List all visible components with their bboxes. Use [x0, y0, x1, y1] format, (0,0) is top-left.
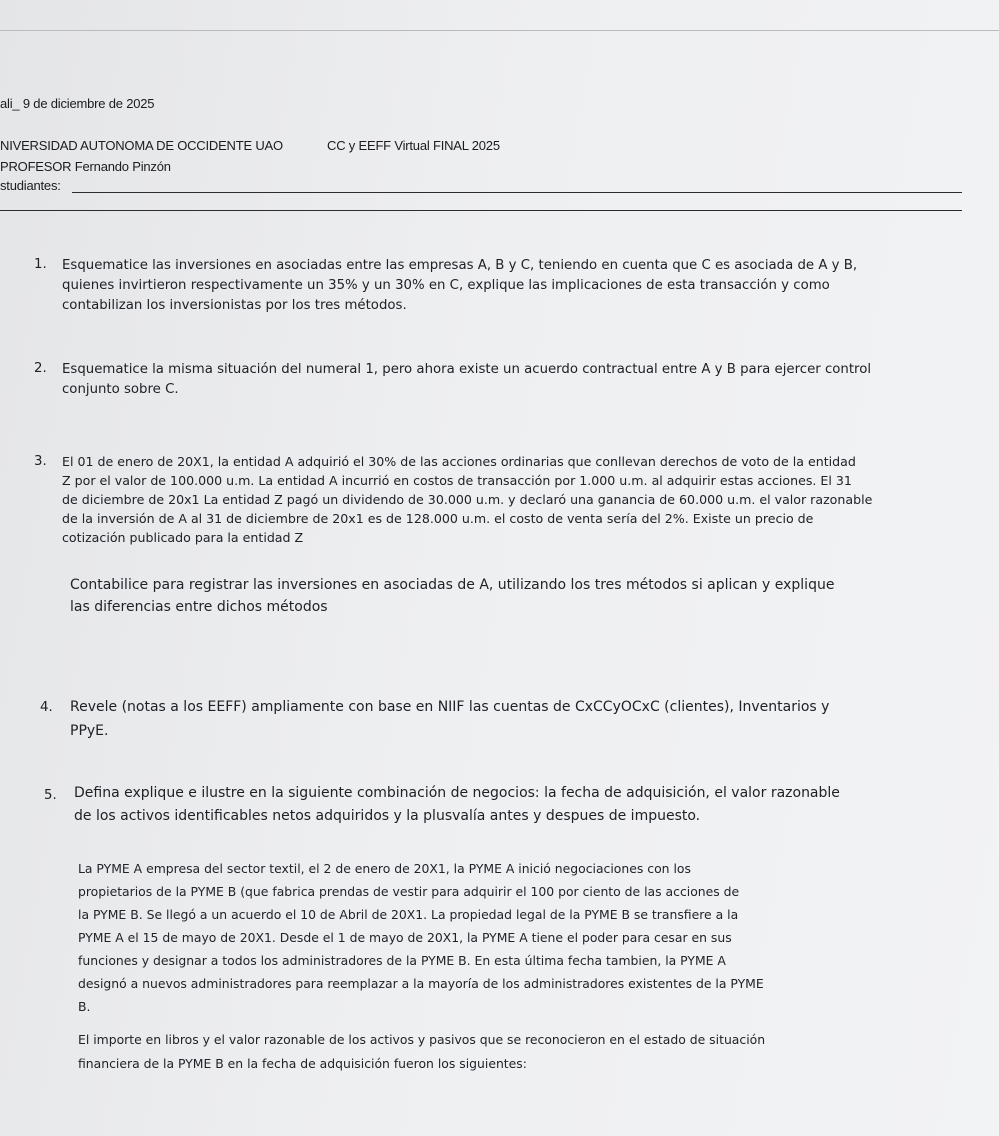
university-line: NIVERSIDAD AUTONOMA DE OCCIDENTE UAO — [0, 138, 283, 153]
case-line: B. — [78, 999, 91, 1014]
case-line: propietarios de la PYME B (que fabrica prendas de vestir para adquirir el 100 por ciento de las acciones de — [78, 884, 740, 899]
question-1-line: Esquematice las inversiones en asociadas entre las empresas A, B y C, teniendo en cuenta que C es asociada de A y B, — [62, 258, 858, 273]
question-3-line: cotización publicado para la entidad Z — [62, 530, 304, 545]
question-1-line: quienes invirtieron respectivamente un 35% y un 30% en C, explique las implicaciones de esta transacción y como — [62, 278, 830, 293]
question-1-number: 1. — [34, 257, 47, 272]
page-edge-line — [0, 30, 999, 31]
question-1 — [62, 256, 967, 316]
students-label: studiantes: — [0, 178, 61, 193]
question-5-line: de los activos identificables netos adquiridos y la plusvalía antes y despues de impuesto. — [74, 808, 701, 824]
question-3-line: de diciembre de 20x1 La entidad Z pagó un dividendo de 30.000 u.m. y declaró una ganancia de 60.000 u.m. el valor razonable — [62, 492, 873, 507]
case-line: la PYME B. Se llegó a un acuerdo el 10 de Abril de 20X1. La propiedad legal de la PYME B se transfiere a la — [78, 907, 739, 922]
case-paragraph-2 — [78, 1028, 978, 1076]
question-3-line: Z por el valor de 100.000 u.m. La entidad A incurrió en costos de transacción por 1.000 u.m. al adquirir estas acciones. El 31 — [62, 473, 852, 488]
question-3-line: El 01 de enero de 20X1, la entidad A adquirió el 30% de las acciones ordinarias que conllevan derechos de voto de la entidad — [62, 454, 856, 469]
question-5-line: Defina explique e ilustre en la siguiente combinación de negocios: la fecha de adquisición, el valor razonable — [74, 785, 840, 801]
case-paragraph-1 — [78, 857, 978, 1018]
case-line: designó a nuevos administradores para reemplazar a la mayoría de los administradores existentes de la PYME — [78, 976, 764, 991]
students-underline — [72, 192, 962, 193]
case-line: La PYME A empresa del sector textil, el 2 de enero de 20X1, la PYME A inició negociaciones con los — [78, 861, 691, 876]
date-line: ali_ 9 de diciembre de 2025 — [0, 96, 155, 111]
case-line: El importe en libros y el valor razonable de los activos y pasivos que se reconocieron en el estado de situación — [78, 1032, 766, 1047]
question-5-number: 5. — [44, 788, 57, 803]
question-2-line: Esquematice la misma situación del numeral 1, pero ahora existe un acuerdo contractual entre A y B para ejercer control — [62, 362, 872, 377]
case-line: financiera de la PYME B en la fecha de adquisición fueron los siguientes: — [78, 1056, 527, 1071]
question-4-number: 4. — [40, 700, 53, 715]
question-2-number: 2. — [34, 361, 47, 376]
case-line: PYME A el 15 de mayo de 20X1. Desde el 1 de mayo de 20X1, la PYME A tiene el poder para cesar en sus — [78, 930, 732, 945]
question-3-instruction-line: Contabilice para registrar las inversiones en asociadas de A, utilizando los tres métodos si aplican y explique — [70, 577, 835, 593]
question-3-line: de la inversión de A al 31 de diciembre de 20x1 es de 128.000 u.m. el costo de venta sería del 2%. Existe un precio de — [62, 511, 814, 526]
question-5 — [74, 782, 974, 828]
header-separator — [0, 210, 962, 211]
question-4-line: Revele (notas a los EEFF) ampliamente con base en NIIF las cuentas de CxCCyOCxC (clientes), Inventarios y — [70, 699, 830, 715]
question-2 — [62, 360, 967, 400]
question-2-line: conjunto sobre C. — [62, 382, 179, 397]
professor-line: PROFESOR Fernando Pinzón — [0, 159, 171, 174]
question-3-instruction-line: las diferencias entre dichos métodos — [70, 599, 328, 615]
question-3-instructions — [70, 574, 970, 618]
case-line: funciones y designar a todos los administradores de la PYME B. En esta última fecha tambien, la PYME A — [78, 953, 726, 968]
question-1-line: contabilizan los inversionistas por los tres métodos. — [62, 298, 407, 313]
question-4-line: PPyE. — [70, 723, 109, 739]
course-line: CC y EEFF Virtual FINAL 2025 — [327, 138, 500, 153]
question-3 — [62, 452, 967, 547]
question-4 — [70, 695, 970, 743]
question-3-number: 3. — [34, 454, 47, 469]
